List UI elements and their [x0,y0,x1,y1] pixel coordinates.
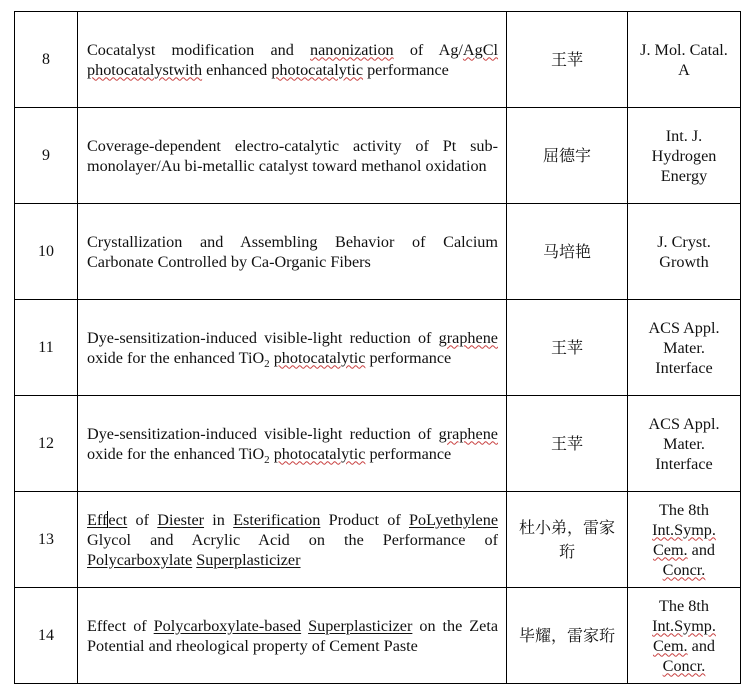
spellcheck-word: photocatalystwith [87,60,203,79]
author: 王苹 [507,12,628,108]
row-number: 14 [15,588,78,684]
text-segment: and [687,540,716,559]
underlined-word: Diester [157,510,205,529]
spellcheck-word: Int.Symp. [652,616,716,635]
row-number: 8 [15,12,78,108]
paper-title[interactable] [78,300,507,396]
spellcheck-word: photocatalytic [271,60,364,79]
underlined-word: Eff [87,510,108,529]
paper-title[interactable] [78,396,507,492]
text-segment: performance [363,60,449,79]
table-row [15,492,741,588]
underlined-word: Polycarboxylate [87,550,193,569]
subscript: 2 [264,453,270,466]
spellcheck-word: graphene [438,328,498,347]
spellcheck-word: AgCl [462,40,499,59]
text-segment: enhanced [202,60,272,79]
author: 杜小弟，雷家珩 [507,492,628,588]
underlined-word: Superplasticizer [308,616,413,635]
text-segment: Cocatalyst modification and [87,40,311,59]
table-row [15,588,741,684]
spellcheck-word: graphene [438,424,498,443]
row-number: 12 [15,396,78,492]
text-segment: performance [365,444,452,463]
spellcheck-word: Concr. [662,560,706,579]
row-number: 10 [15,204,78,300]
publications-table [14,11,741,684]
spellcheck-word: Cem. [652,540,688,559]
journal: ACS Appl. Mater. Interface [628,300,741,396]
underlined-word: Esterification [233,510,321,529]
publications-table-body [15,12,741,684]
text-segment: Product of [320,510,409,529]
table-row [15,204,741,300]
spellcheck-word: Int.Symp. [652,520,716,539]
text-segment: The 8th [659,500,709,519]
text-segment: and [687,636,716,655]
text-segment: Dye-sensitization-induced visible-light reduction of [87,328,439,347]
journal: ACS Appl. Mater. Interface [628,396,741,492]
text-segment: The 8th [659,596,709,615]
text-segment: oxide for the enhanced TiO [87,348,265,367]
text-segment: on the Zeta Potential and rheological property of Cement Paste [87,616,499,655]
spellcheck-word: nanonization [310,40,394,59]
text-segment: in [204,510,234,529]
text-segment: Dye-sensitization-induced visible-light reduction of [87,424,439,443]
paper-title[interactable] [78,588,507,684]
author: 王苹 [507,396,628,492]
row-number: 11 [15,300,78,396]
author: 马培艳 [507,204,628,300]
text-segment: of Ag/ [393,40,463,59]
text-segment: Crystallization and Assembling Behavior of Calcium Carbonate Controlled by Ca-Organic Fibers [87,232,498,271]
table-row [15,108,741,204]
text-segment: Glycol and Acrylic Acid on the Performance of [87,530,498,549]
author: 毕耀，雷家珩 [507,588,628,684]
text-segment: performance [365,348,452,367]
row-number: 13 [15,492,78,588]
text-segment: Coverage-dependent electro-catalytic activity of Pt sub-monolayer/Au bi-metallic catalyst toward methanol oxidation [87,136,498,175]
underlined-word: ect [108,510,128,529]
paper-title[interactable] [78,108,507,204]
paper-title[interactable] [78,492,507,588]
text-segment: Effect of [87,616,154,635]
text-segment: oxide for the enhanced TiO [87,444,265,463]
table-row [15,12,741,108]
underlined-word: Superplasticizer [196,550,301,569]
underlined-word: PoLyethylene [409,510,499,529]
row-number: 9 [15,108,78,204]
underlined-word: Polycarboxylate-based [153,616,302,635]
journal [628,588,741,684]
spellcheck-word: photocatalytic [273,348,366,367]
spellcheck-word: Cem. [652,636,688,655]
paper-title[interactable] [78,12,507,108]
spellcheck-word: photocatalytic [273,444,366,463]
author: 王苹 [507,300,628,396]
text-segment: of [127,510,158,529]
journal: J. Mol. Catal. A [628,12,741,108]
paper-title[interactable] [78,204,507,300]
table-row [15,300,741,396]
spellcheck-word: Concr. [662,656,706,675]
author: 屈德宇 [507,108,628,204]
subscript: 2 [264,357,270,370]
journal: J. Cryst. Growth [628,204,741,300]
journal: Int. J. Hydrogen Energy [628,108,741,204]
table-row [15,396,741,492]
journal [628,492,741,588]
